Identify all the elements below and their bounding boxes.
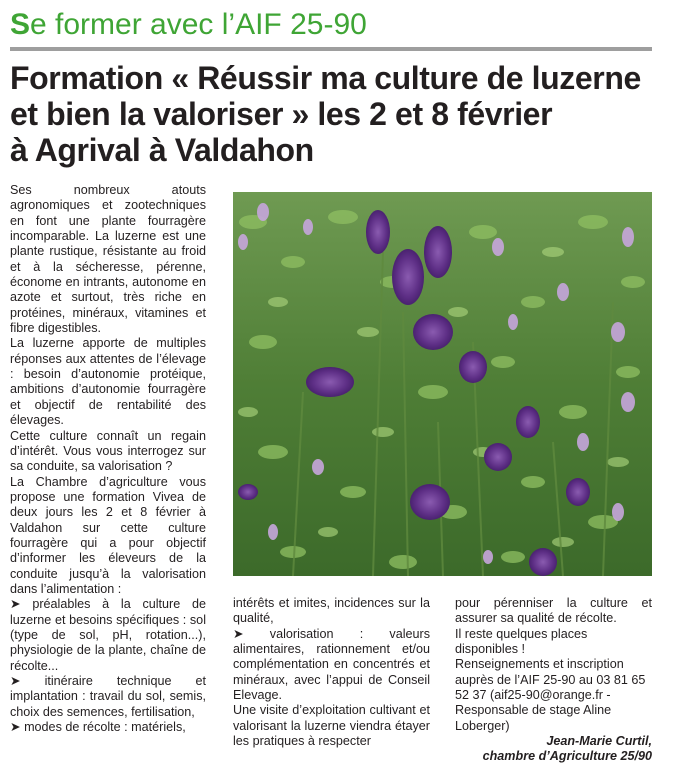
paragraph-contact: Renseignements et inscription auprès de l’AIF 25-90 au 03 81 65 52 37 (aif25-90@orange.fr - Responsable de stage Aline Loberger) [455, 657, 646, 733]
bullet-itinerary-text: itinéraire technique et implantation : travail du sol, semis, choix des semences, fertilisation, [10, 674, 207, 719]
bullet-prerequisites [10, 597, 206, 674]
body-column-2 [233, 596, 430, 749]
bullet-harvest-continued: intérêts et imites, incidences sur la qualité, [233, 596, 430, 626]
section-header-initial: S [10, 8, 31, 41]
arrow-icon: ➤ [233, 626, 244, 641]
body-column-3 [455, 596, 652, 765]
signature-org: chambre d’Agriculture 25/90 [482, 749, 652, 764]
section-header-text: e former avec l’AIF 25-90 [30, 8, 367, 41]
section-header [10, 6, 656, 44]
bullet-valorisation [233, 627, 430, 704]
arrow-icon: ➤ [10, 674, 21, 688]
bullet-itinerary [10, 674, 206, 720]
bullet-harvest-text-start: modes de récolte : matériels, [24, 720, 186, 735]
bullet-prerequisites-text: préalables à la culture de luzerne et besoins spécifiques : sol (type de sol, pH, rotation...), physiologie de la plante, chaîne de récolte... [10, 597, 206, 673]
headline-line-3: à Agrival à Valdahon [10, 132, 314, 168]
paragraph-renewed-interest: Cette culture connaît un regain d’intérêt. Vous vous interrogez sur sa conduite, sa valorisation ? [10, 428, 206, 474]
paragraph-places-left: Il reste quelques places disponibles ! [455, 626, 588, 657]
article-headline [10, 60, 660, 168]
body-column-1 [10, 183, 206, 735]
header-divider [10, 47, 652, 51]
paragraph-intro: Ses nombreux atouts agronomiques et zootechniques en font une plante fourragère incomparable. La luzerne est une plante rustique, résistante au froid et à la sécheresse, pérenne, économe en intrants, autonome en azote et surtout, très riche en protéines, minéraux, vitamines et fibre digestibles. [10, 183, 206, 336]
arrow-icon: ➤ [10, 597, 21, 612]
alfalfa-photo [233, 192, 652, 576]
headline-line-1: Formation « Réussir ma culture de luzerne [10, 60, 641, 96]
paragraph-farm-visit: Une visite d’exploitation cultivant et valorisant la luzerne viendra étayer les pratiques à respecter [233, 703, 430, 749]
signature-name: Jean-Marie Curtil, [546, 734, 652, 749]
bullet-valorisation-text: valorisation : valeurs alimentaires, rationnement et/ou complémentation en concentrés et minéraux, avec l’appui de Conseil Elevage. [233, 626, 431, 703]
bullet-harvest-start [10, 720, 206, 735]
paragraph-training-offer: La Chambre d’agriculture vous propose une formation Vivea de deux jours les 2 et 8 février à Valdahon sur cette culture fourragère qui a pour objectif d’informer les éleveurs de la conduite jusqu’à la valorisation dans l’alimentation : [10, 474, 206, 596]
arrow-icon: ➤ [10, 720, 21, 735]
paragraph-responses: La luzerne apporte de multiples réponses aux attentes de l’élevage : besoin d’autonomie protéique, ambitions d’autonomie fourragère et objectif de rentabilité des élevages. [10, 336, 206, 428]
headline-line-2: et bien la valoriser » les 2 et 8 février [10, 96, 553, 132]
paragraph-farm-visit-continued: pour pérenniser la culture et assurer sa qualité de récolte. [455, 596, 652, 626]
